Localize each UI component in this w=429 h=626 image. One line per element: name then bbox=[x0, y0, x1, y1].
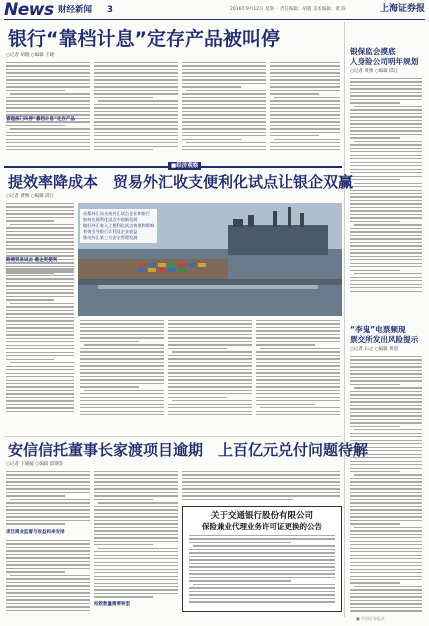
bottom-col1-top bbox=[6, 471, 90, 527]
right-top-body bbox=[350, 78, 422, 294]
bottom-byline: ○记者 王媛媛 ○编辑 邱钢等 bbox=[6, 462, 64, 467]
right-top-headline-2: 人身险公司明年规划 bbox=[350, 57, 419, 66]
bottom-subhead-2: 抢救数量需要转型 bbox=[94, 602, 130, 607]
top-article-col2 bbox=[94, 62, 178, 153]
feature-col4 bbox=[256, 320, 340, 418]
feature-byline: ○记者 黄继 ○编辑 邱江 bbox=[6, 194, 55, 199]
bank-notice-ad bbox=[182, 506, 342, 612]
masthead-logo: News bbox=[4, 0, 54, 20]
bottom-col2 bbox=[94, 471, 178, 600]
right-top-byline: ○记者 黄蕾 ○编辑 邱江 bbox=[350, 69, 399, 74]
caption-line: 做好外汇收入之便利化试点效果和影响 bbox=[83, 223, 155, 228]
feature-col3 bbox=[168, 320, 252, 418]
right-mid-headline-2: 票交所发出风险提示 bbox=[350, 335, 419, 344]
caption-line: 有效引导银行让利及企业收益 bbox=[83, 229, 138, 234]
bottom-col1-bottom bbox=[6, 540, 90, 613]
feature-col1-top bbox=[6, 203, 74, 276]
right-mid-body bbox=[350, 356, 422, 614]
feature-headline: 提效率降成本 贸易外汇收支便利化试点让银企双赢 bbox=[8, 173, 354, 191]
page-number: 3 bbox=[107, 5, 113, 15]
top-article-col4 bbox=[270, 62, 340, 153]
column-rule bbox=[344, 22, 345, 617]
newspaper-brand: 上海证券报 bbox=[379, 4, 425, 14]
feature-photo-port bbox=[78, 203, 342, 316]
right-top-headline-1: 银保监会摸底 bbox=[350, 47, 396, 56]
feature-subhead: 跨境贸易试点 惠企更便利 bbox=[6, 258, 58, 263]
feature-col1-bottom bbox=[6, 268, 74, 414]
issue-meta: 2016年9月12日 星期一 责任编辑：胡晓 美术编辑：黄 陈 bbox=[230, 7, 346, 12]
feature-col2 bbox=[80, 320, 164, 418]
top-headline: 银行“靠档计息”定存产品被叫停 bbox=[8, 28, 280, 50]
caption-line: 推动外汇第三方安全管理发展 bbox=[83, 235, 138, 240]
top-article-col3 bbox=[182, 62, 266, 153]
masthead bbox=[4, 2, 425, 20]
bottom-section-rule bbox=[4, 436, 342, 437]
footer-credit: ■ 中国证券报社 bbox=[356, 616, 386, 621]
top-subhead: 管理部门叫停“靠档计息”定存产品 bbox=[6, 117, 75, 122]
bottom-col3 bbox=[182, 471, 340, 502]
caption-line: 首都外汇局支持外汇试点企业和银行 bbox=[83, 211, 151, 216]
section-name: 财经新闻 bbox=[58, 5, 93, 15]
ad-title: 关于交通银行股份有限公司 bbox=[210, 511, 313, 521]
top-article-col1 bbox=[6, 62, 90, 153]
ad-body bbox=[189, 535, 335, 605]
caption-line: 如何在便利化试点中创新发展 bbox=[83, 217, 138, 222]
right-mid-headline-1: “李鬼”电票频现 bbox=[350, 325, 406, 334]
top-byline: ○记者 胡晓 ○编辑 王晓 bbox=[6, 53, 55, 58]
photo-caption bbox=[80, 209, 157, 243]
ad-subtitle: 保险兼业代理业务许可证更换的公告 bbox=[202, 522, 322, 531]
bottom-subhead-1: 项目商业监督与收益和来安排 bbox=[6, 530, 65, 535]
feature-kicker: ■经济观察 bbox=[168, 162, 201, 170]
right-mid-byline: ○记者 石之 ○编辑 黄晨 bbox=[350, 347, 399, 352]
bottom-headline: 安信信托董事长家渡项目逾期 上百亿元兑付问题待解 bbox=[8, 441, 369, 459]
